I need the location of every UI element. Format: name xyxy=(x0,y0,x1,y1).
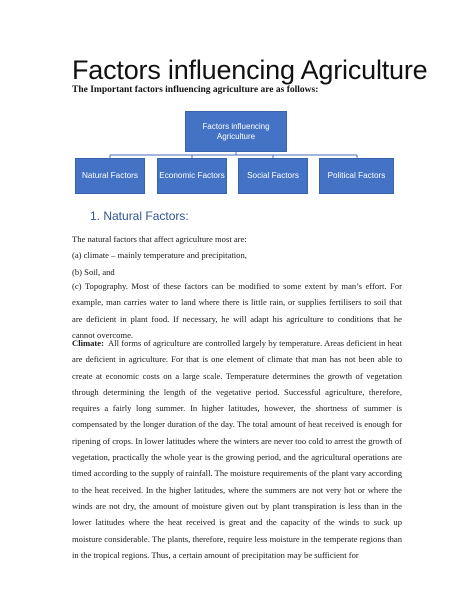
diagram-box-political-factors: Political Factors xyxy=(319,158,394,194)
climate-paragraph xyxy=(72,335,402,563)
diagram-root-box: Factors influencing Agriculture xyxy=(185,111,287,152)
intro-line: (a) climate – mainly temperature and precipitation, xyxy=(72,250,247,261)
section-heading-natural-factors: 1. Natural Factors: xyxy=(90,209,189,223)
diagram-box-economic-factors: Economic Factors xyxy=(157,158,227,194)
intro-list xyxy=(72,231,402,280)
diagram-box-social-factors: Social Factors xyxy=(238,158,308,194)
intro-line: The natural factors that affect agriculture most are: xyxy=(72,234,247,244)
climate-text: All forms of agriculture are controlled largely by temperature. Areas deficient in heat are deficient in agriculture. For that is one element of climate that man has not been able to create at economic costs on a large scale. Temperature determines the growth of vegetation through determining the length of the vegetative period. Successful agriculture, therefore, requires a fairly long summer. In higher latitudes, however, the shortness of summer is compensated by the longer duration of the day. The total amount of heat received is enough for ripening of crops. In lower latitudes where the winters are never too cold to arrest the growth of vegetation, practically the whole year is the growing period, and the agricultural operations are timed according to the supply of rainfall. The moisture requirements of the plant vary according to the heat received. In the higher latitudes, where the summers are not very hot or where the winds are not dry, the amount of moisture given out by plant transpiration is less than in the lower latitudes where the heat received is great and the capacity of the winds to suck up moisture considerable. The plants, therefore, require less moisture in the temperate regions than in the tropical regions. Thus, a certain amount of precipitation may be sufficient for xyxy=(72,338,402,560)
topography-paragraph: (c) Topography. Most of these factors can be modified to some extent by man’s effort. For example, man carries water to land where there is little rain, or supplies fertilisers to soil that are deficient in plant food. If necessary, he will adapt his agriculture to conditions that he cannot overcome. xyxy=(72,281,402,340)
climate-label: Climate: xyxy=(72,338,104,348)
diagram-box-natural-factors: Natural Factors xyxy=(75,158,145,194)
intro-line: (b) Soil, and xyxy=(72,266,115,277)
intro-subtitle: The Important factors influencing agriculture are as follows: xyxy=(72,85,319,95)
page-title: Factors influencing Agriculture xyxy=(72,55,428,85)
